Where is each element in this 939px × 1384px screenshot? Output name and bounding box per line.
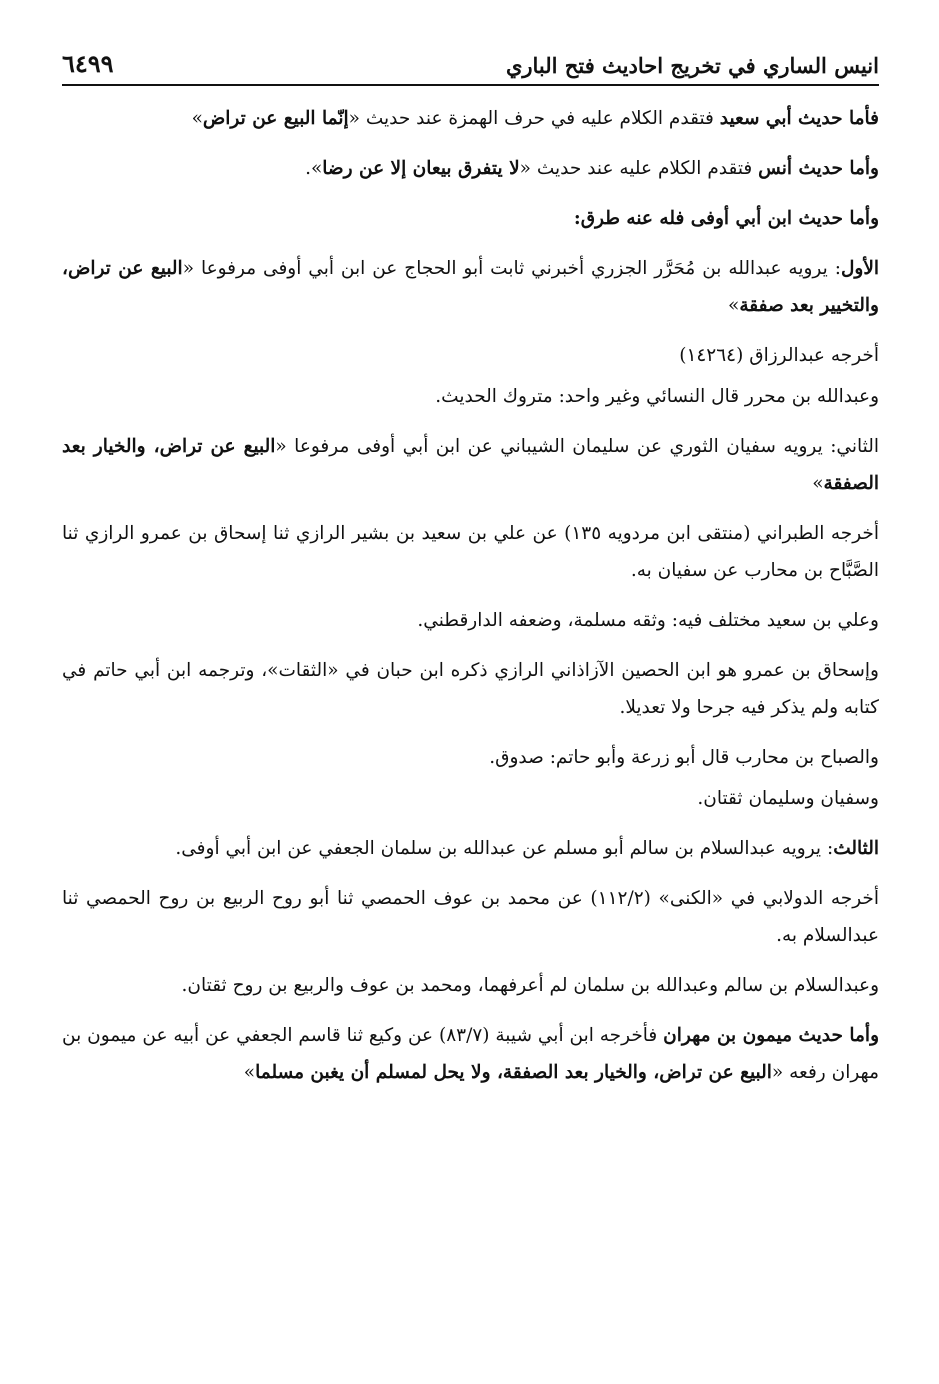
paragraph	[62, 880, 879, 954]
paragraph	[62, 515, 879, 589]
text-run: »	[812, 473, 824, 494]
bold-text: البيع عن تراض، والخيار بعد الصفقة، ولا يحل لمسلم أن يغبن مسلما	[255, 1062, 772, 1083]
page-body	[62, 100, 879, 1104]
text-run: ».	[305, 158, 323, 179]
text-run: : يرويه عبدالسلام بن سالم أبو مسلم عن عبدالله بن سلمان الجعفي عن ابن أبي أوفى.	[175, 838, 834, 859]
bold-text: البيع عن تراض، والخيار بعد الصفقة	[62, 436, 879, 494]
bold-text: وأما حديث أنس	[758, 158, 879, 179]
paragraph	[62, 250, 879, 324]
paragraph	[62, 602, 879, 639]
text-run: وإسحاق بن عمرو هو ابن الحصين الآزاذاني الرازي ذكره ابن حبان في «الثقات»، وترجمه ابن أبي حاتم في كتابه ولم يذكر فيه جرحا ولا تعديلا.	[62, 660, 879, 718]
bold-text: لا يتفرق بيعان إلا عن رضا	[322, 158, 520, 179]
bold-text: البيع عن تراض، والتخيير بعد صفقة	[62, 258, 879, 316]
text-run: أخرجه الدولابي في «الكنى» (١١٢/٢) عن محمد بن عوف الحمصي ثنا أبو روح الربيع بن روح الحمصي ثنا عبدالسلام به.	[62, 888, 879, 946]
paragraph	[62, 652, 879, 726]
paragraph	[62, 200, 879, 237]
text-run: : يرويه عبدالله بن مُحَرَّر الجزري أخبرني ثابت أبو الحجاج عن ابن أبي أوفى مرفوعا «	[182, 258, 841, 279]
text-run: »	[191, 108, 203, 129]
text-run: »	[728, 295, 740, 316]
paragraph	[62, 967, 879, 1004]
bold-text: وأما حديث ميمون بن مهران	[663, 1025, 880, 1046]
paragraph	[62, 150, 879, 187]
bold-text: الثالث	[833, 838, 879, 859]
running-title: انيس الساري في تخريج احاديث فتح الباري	[505, 53, 879, 78]
text-run: وعبدالله بن محرر قال النسائي وغير واحد: متروك الحديث.	[435, 386, 879, 407]
text-run: وعبدالسلام بن سالم وعبدالله بن سلمان لم أعرفهما، ومحمد بن عوف والربيع بن روح ثقتان.	[181, 975, 879, 996]
paragraph	[62, 780, 879, 817]
page-number: ٦٤٩٩	[62, 49, 114, 78]
text-run: فتقدم الكلام عليه عند حديث «	[519, 158, 759, 179]
bold-text: وأما حديث ابن أبي أوفى فله عنه طرق:	[573, 208, 879, 229]
page-header	[62, 38, 879, 86]
text-run: »	[243, 1062, 256, 1083]
text-run: الثاني: يرويه سفيان الثوري عن سليمان الشيباني عن ابن أبي أوفى مرفوعا «	[275, 436, 879, 457]
text-run: وسفيان وسليمان ثقتان.	[697, 788, 879, 809]
paragraph	[62, 428, 879, 502]
bold-text: الأول	[840, 258, 880, 279]
text-run: والصباح بن محارب قال أبو زرعة وأبو حاتم: صدوق.	[489, 747, 879, 768]
text-run: فأخرجه ابن أبي شيبة (٨٣/٧) عن وكيع ثنا قاسم الجعفي عن أبيه عن ميمون بن مهران رفعه «	[62, 1025, 879, 1083]
paragraph	[62, 1017, 879, 1091]
paragraph	[62, 337, 879, 374]
paragraph	[62, 100, 879, 137]
bold-text: فأما حديث أبي سعيد	[719, 108, 879, 129]
bold-text: إنّما البيع عن تراض	[202, 108, 349, 129]
text-run: أخرجه الطبراني (منتقى ابن مردويه ١٣٥) عن علي بن سعيد بن بشير الرازي ثنا إسحاق بن عمرو الرازي ثنا الصَّبَّاح بن محارب عن سفيان به.	[62, 523, 879, 581]
paragraph	[62, 378, 879, 415]
text-run: أخرجه عبدالرزاق (١٤٢٦٤)	[679, 345, 879, 366]
text-run: فتقدم الكلام عليه في حرف الهمزة عند حديث «	[348, 108, 720, 129]
paragraph	[62, 830, 879, 867]
paragraph	[62, 739, 879, 776]
text-run: وعلي بن سعيد مختلف فيه: وثقه مسلمة، وضعفه الدارقطني.	[417, 610, 879, 631]
